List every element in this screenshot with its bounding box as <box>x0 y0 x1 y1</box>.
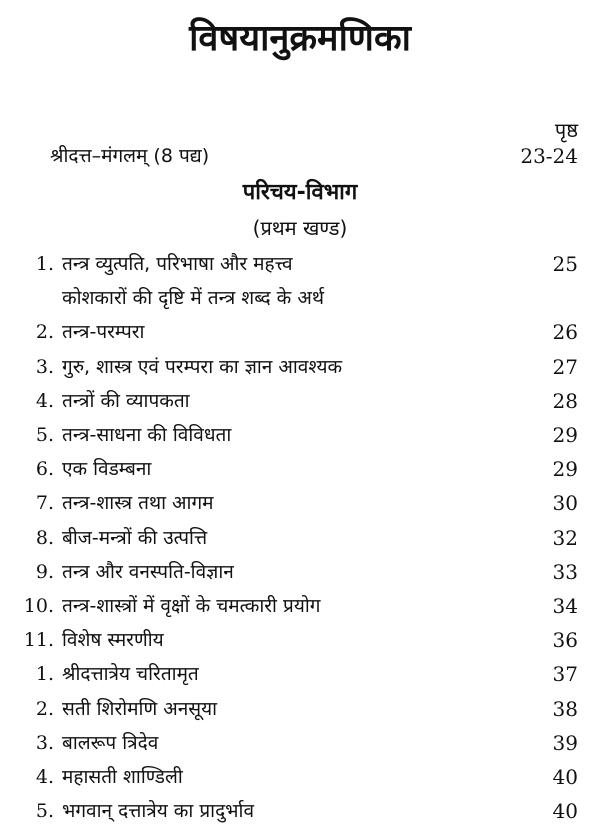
toc-entry-page: 30 <box>552 491 578 516</box>
subsection-heading: (प्रथम खण्ड) <box>252 216 348 240</box>
toc-entry-title: तन्त्र-साधना की विविधता <box>62 424 232 446</box>
toc-entry <box>0 385 600 417</box>
toc-entry <box>0 693 600 725</box>
toc-entry-title: तन्त्र व्युत्पति, परिभाषा और महत्त्व <box>62 253 293 275</box>
toc-entry <box>0 351 600 383</box>
intro-page: 23-24 <box>520 144 578 168</box>
toc-entry-page: 27 <box>552 354 578 379</box>
toc-entry <box>0 658 600 690</box>
toc-entry-page: 29 <box>552 457 578 482</box>
toc-entry-number: 3. <box>35 355 54 378</box>
toc-entry-number: 5. <box>35 424 54 446</box>
toc-entry <box>0 419 600 451</box>
toc-entry <box>0 453 600 485</box>
toc-entry <box>0 316 600 348</box>
toc-entry-number: 2. <box>35 697 54 720</box>
toc-entry <box>0 248 600 280</box>
toc-entry-page: 34 <box>552 594 578 618</box>
toc-entry-page: 29 <box>552 423 578 447</box>
toc-entry-title: तन्त्र-शास्त्र तथा आगम <box>62 492 214 515</box>
toc-entry-title: बीज-मन्त्रों की उत्पत्ति <box>62 526 208 549</box>
toc-entry-number: 7. <box>35 492 54 515</box>
toc-entry-number: 11. <box>23 629 54 652</box>
toc-entry-number: 6. <box>35 458 54 481</box>
toc-entry-title: श्रीदत्तात्रेय चरितामृत <box>62 663 199 686</box>
toc-entry-number: 4. <box>35 766 54 788</box>
toc-entry-number: 3. <box>35 731 54 754</box>
toc-entry-page: 39 <box>552 730 578 755</box>
toc-entry-title: महासती शाण्डिली <box>62 766 183 788</box>
toc-entry-page: 40 <box>552 799 578 824</box>
page-title: विषयानुक्रमणिका <box>189 18 411 59</box>
toc-entry-title: तन्त्र-परम्परा <box>62 321 145 344</box>
toc-entry-page: 33 <box>552 559 578 584</box>
page-column-header: पृष्ठ <box>554 118 578 142</box>
toc-entry-number: 8. <box>35 526 54 549</box>
toc-entry-page: 32 <box>552 525 578 550</box>
toc-entry-title: गुरु, शास्त्र एवं परम्परा का ज्ञान आवश्यक <box>62 355 343 378</box>
toc-entry-title: कोशकारों की दृष्टि में तन्त्र शब्द के अर्थ <box>62 287 324 310</box>
toc-entry-number: 9. <box>35 560 54 583</box>
toc-entry <box>0 282 600 314</box>
toc-entry-title: तन्त्र-शास्त्रों में वृक्षों के चमत्कारी प्रयोग <box>62 595 321 617</box>
toc-entry-title: भगवान् दत्तात्रेय का प्रादुर्भाव <box>62 800 255 823</box>
intro-row <box>0 140 600 172</box>
toc-entry <box>0 590 600 622</box>
toc-entry-title: एक विडम्बना <box>62 458 152 481</box>
toc-entry-number: 10. <box>23 595 54 617</box>
toc-entry-title: विशेष स्मरणीय <box>62 629 164 652</box>
toc-entry-number: 5. <box>35 800 54 823</box>
section-heading: परिचय-विभाग <box>242 180 358 205</box>
toc-entry-title: तन्त्र और वनस्पति-विज्ञान <box>62 560 234 583</box>
toc-entry-page: 38 <box>552 696 578 721</box>
toc-entry-page: 25 <box>552 252 578 276</box>
toc-entry-number: 1. <box>35 253 54 275</box>
toc-entry <box>0 761 600 793</box>
toc-entry-page: 26 <box>552 320 578 345</box>
toc-entry-page: 36 <box>552 628 578 653</box>
toc-entry-title: बालरूप त्रिदेव <box>62 731 159 754</box>
toc-entry-page: 28 <box>552 388 578 413</box>
toc-entry <box>0 556 600 588</box>
toc-entry-page: 37 <box>552 662 578 687</box>
toc-entry-number: 4. <box>35 389 54 412</box>
toc-entry <box>0 624 600 656</box>
toc-entry <box>0 727 600 759</box>
toc-entry <box>0 795 600 827</box>
toc-entry <box>0 522 600 554</box>
toc-entry-number: 2. <box>35 321 54 344</box>
intro-text: श्रीदत्त–मंगलम् (8 पद्य) <box>50 145 210 167</box>
toc-entry <box>0 487 600 519</box>
toc-entry-title: तन्त्रों की व्यापकता <box>62 389 190 412</box>
toc-entry-title: सती शिरोमणि अनसूया <box>62 697 218 720</box>
toc-entry-number: 1. <box>35 663 54 686</box>
toc-entry-page: 40 <box>552 765 578 789</box>
